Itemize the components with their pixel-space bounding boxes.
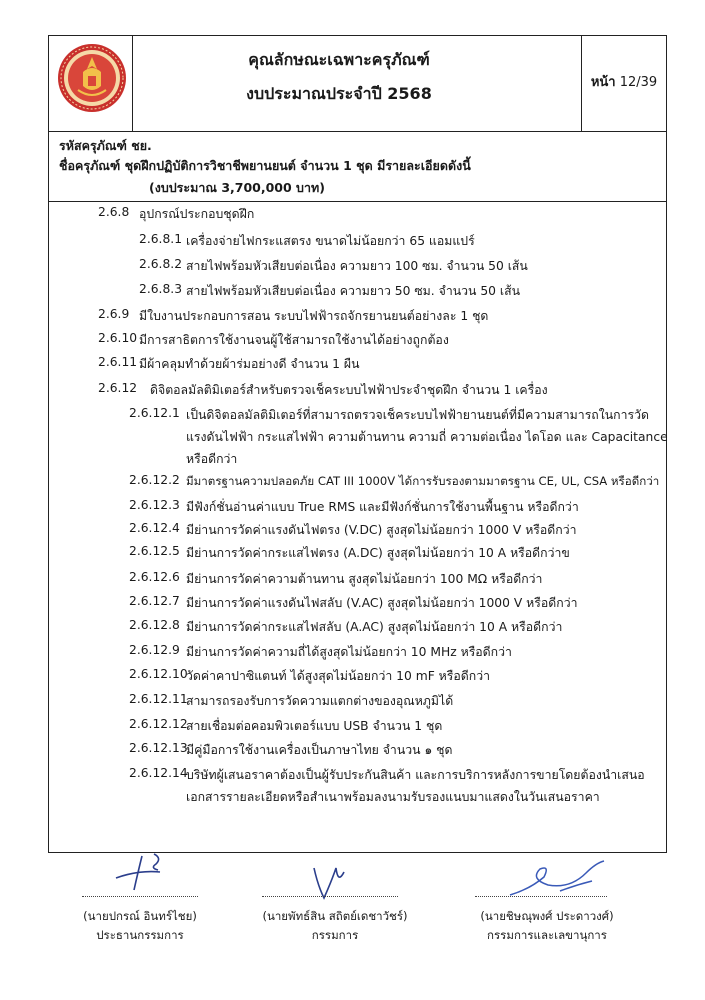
page-label: หน้า xyxy=(590,75,616,90)
item-text: มีมาตรฐานความปลอดภัย CAT III 1000V ได้การรับรองตามมาตรฐาน CE, UL, CSA หรือดีกว่า xyxy=(186,474,660,488)
item-text: มีการสาธิตการใช้งานจนผู้ใช้สามารถใช้งานได้อย่างถูกต้อง xyxy=(139,333,449,347)
item-text: บริษัทผู้เสนอราคาต้องเป็นผู้รับประกันสินค้า และการบริการหลังการขายโดยต้องนำเสนอ xyxy=(186,768,645,782)
item-number: 2.6.12.11 xyxy=(129,692,188,706)
item-text: มีผ้าคลุมทำด้วยผ้าร่มอย่างดี จำนวน 1 ผืน xyxy=(139,357,360,371)
item-text-continued: เอกสารรายละเอียดหรือสำเนาพร้อมลงนามรับรองแนบมาแสดงในวันเสนอราคา xyxy=(186,790,600,804)
item-text: สามารถรองรับการวัดความแตกต่างของอุณหภูมิได้ xyxy=(186,694,454,708)
item-number: 2.6.11 xyxy=(98,355,138,369)
page-title: คุณลักษณะเฉพาะครุภัณฑ์ xyxy=(248,50,430,69)
item-number: 2.6.8.1 xyxy=(139,232,183,246)
vocational-education-seal-logo xyxy=(56,42,128,114)
item-number: 2.6.12.7 xyxy=(129,594,180,608)
item-text: มีใบงานประกอบการสอน ระบบไฟฟ้ารถจักรยานยนต์อย่างละ 1 ชุด xyxy=(139,309,489,323)
signature-chairman xyxy=(108,848,178,894)
signatory-role: ประธานกรรมการ xyxy=(96,928,184,942)
item-number: 2.6.12.4 xyxy=(129,521,180,535)
header-divider xyxy=(49,131,666,132)
item-number: 2.6.12.6 xyxy=(129,570,180,584)
page-value: 12/39 xyxy=(619,75,658,90)
item-number: 2.6.12.2 xyxy=(129,473,180,487)
item-number: 2.6.12 xyxy=(98,381,138,395)
item-text: มีย่านการวัดค่าความถี่ได้สูงสุดไม่น้อยกว่า 10 MHz หรือดีกว่า xyxy=(186,645,512,659)
signature-line xyxy=(475,896,607,897)
signature-line xyxy=(82,896,198,897)
item-number: 2.6.10 xyxy=(98,331,138,345)
item-text: มีย่านการวัดค่ากระแสไฟตรง (A.DC) สูงสุดไม่น้อยกว่า 10 A หรือดีกว่าข xyxy=(186,546,570,560)
item-text: สายไฟพร้อมหัวเสียบต่อเนื่อง ความยาว 50 ซม. จำนวน 50 เส้น xyxy=(186,284,521,298)
item-text: เครื่องจ่ายไฟกระแสตรง ขนาดไม่น้อยกว่า 65 แอมแปร์ xyxy=(186,234,475,248)
item-number: 2.6.12.14 xyxy=(129,766,188,780)
item-text: มีฟังก์ชั่นอ่านค่าแบบ True RMS และมีฟังก์ชั่นการใช้งานพื้นฐาน หรือดีกว่า xyxy=(186,500,579,514)
signatory-role: กรรมการ xyxy=(311,928,359,942)
item-text: เป็นดิจิตอลมัลติมิเตอร์ที่สามารถตรวจเช็คระบบไฟฟ้ายานยนต์ที่มีความสามารถในการวัด xyxy=(186,408,649,422)
meta-divider xyxy=(49,201,666,202)
item-number: 2.6.12.5 xyxy=(129,544,180,558)
item-text: มีย่านการวัดค่าความต้านทาน สูงสุดไม่น้อยกว่า 100 MΩ หรือดีกว่า xyxy=(186,572,543,586)
item-number: 2.6.12.8 xyxy=(129,618,180,632)
item-text: มีย่านการวัดค่าแรงดันไฟตรง (V.DC) สูงสุดไม่น้อยกว่า 1000 V หรือดีกว่า xyxy=(186,523,577,537)
item-number: 2.6.12.3 xyxy=(129,498,180,512)
budget-year-title: งบประมาณประจำปี 2568 xyxy=(246,84,432,103)
item-number: 2.6.12.10 xyxy=(129,667,188,681)
item-text: วัดค่าคาปาซิแตนท์ ได้สูงสุดไม่น้อยกว่า 10 mF หรือดีกว่า xyxy=(186,669,491,683)
logo-divider xyxy=(132,36,133,131)
item-text: สายเชื่อมต่อคอมพิวเตอร์แบบ USB จำนวน 1 ชุด xyxy=(186,719,443,733)
item-number: 2.6.9 xyxy=(98,307,130,321)
item-text-continued: แรงดันไฟฟ้า กระแสไฟฟ้า ความต้านทาน ความถี่ ความต่อเนื่อง ไดโอด และ Capacitance xyxy=(186,430,668,444)
page-number xyxy=(581,71,667,92)
item-text: อุปกรณ์ประกอบชุดฝึก xyxy=(139,207,255,221)
signatory-role: กรรมการและเลขานุการ xyxy=(487,928,607,942)
item-text: สายไฟพร้อมหัวเสียบต่อเนื่อง ความยาว 100 ซม. จำนวน 50 เส้น xyxy=(186,259,528,273)
item-number: 2.6.8.3 xyxy=(139,282,183,296)
item-text-continued: หรือดีกว่า xyxy=(186,452,238,466)
item-number: 2.6.8 xyxy=(98,205,130,219)
item-number: 2.6.12.12 xyxy=(129,717,188,731)
item-number: 2.6.12.1 xyxy=(129,406,180,420)
signatory-name: (นายชิษณุพงศ์ ประดาวงศ์) xyxy=(480,909,614,923)
item-number: 2.6.8.2 xyxy=(139,257,183,271)
signatory-name: (นายปกรณ์ อินทร์ไชย) xyxy=(83,909,197,923)
item-text: มีย่านการวัดค่าแรงดันไฟสลับ (V.AC) สูงสุดไม่น้อยกว่า 1000 V หรือดีกว่า xyxy=(186,596,578,610)
budget-amount: (งบประมาณ 3,700,000 บาท) xyxy=(149,180,325,195)
item-number: 2.6.12.13 xyxy=(129,741,188,755)
equipment-name: ชื่อครุภัณฑ์ ชุดฝึกปฏิบัติการวิชาชีพยานยนต์ จำนวน 1 ชุด มีรายละเอียดดังนี้ xyxy=(59,158,471,173)
item-text: มีย่านการวัดค่ากระแสไฟสลับ (A.AC) สูงสุดไม่น้อยกว่า 10 A หรือดีกว่า xyxy=(186,620,563,634)
signatory-name: (นายพัทธ์สิน สถิตย์เดชาวัชร์) xyxy=(262,909,408,923)
item-text: ดิจิตอลมัลติมิเตอร์สำหรับตรวจเช็คระบบไฟฟ้าประจำชุดฝึก จำนวน 1 เครื่อง xyxy=(150,383,548,397)
item-text: มีคู่มือการใช้งานเครื่องเป็นภาษาไทย จำนวน ๑ ชุด xyxy=(186,743,453,757)
equipment-code: รหัสครุภัณฑ์ ชย. xyxy=(59,138,152,153)
signature-line xyxy=(262,896,398,897)
item-number: 2.6.12.9 xyxy=(129,643,180,657)
